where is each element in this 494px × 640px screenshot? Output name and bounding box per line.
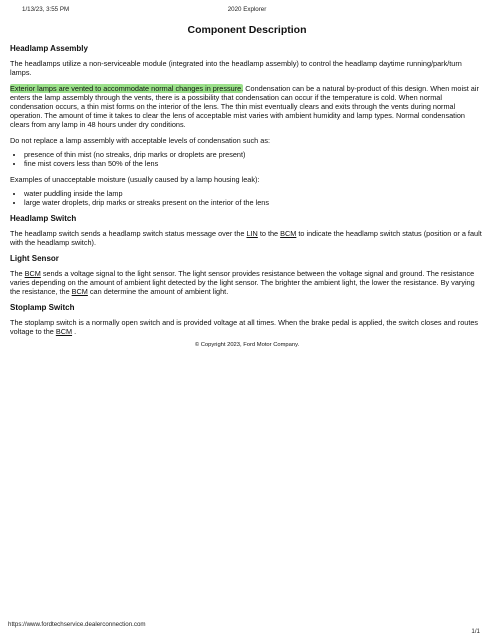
headlamp-assembly-heading: Headlamp Assembly <box>10 44 88 53</box>
paragraph-text: sends a voltage signal to the light sensor. The light sensor provides resistance between the voltage signal and ground. The resistance varies depending on the amount of ambient light detected by the light sensor. The brighter the ambient light, the lower the resistance. By varying the resistance, the <box>10 269 475 296</box>
stoplamp-switch-paragraph <box>10 318 484 336</box>
unacceptable-moisture-list <box>10 189 484 207</box>
paragraph-text: to the <box>257 229 281 238</box>
bcm-link[interactable]: BCM <box>71 287 88 296</box>
print-date: 1/13/23, 3:55 PM <box>22 6 70 13</box>
stoplamp-switch-heading: Stoplamp Switch <box>10 303 75 312</box>
list-item: • water puddling inside the lamp <box>24 189 484 198</box>
document-body <box>10 44 484 350</box>
lin-link[interactable]: LIN <box>246 229 258 238</box>
headlamp-assembly-paragraph-2 <box>10 84 484 129</box>
page-title: Component Description <box>187 24 307 36</box>
page-number: 1/1 <box>471 628 480 635</box>
paragraph-text: to indicate the headlamp switch status (position or a fault with the headlamp switch). <box>10 229 482 247</box>
light-sensor-heading: Light Sensor <box>10 254 59 263</box>
headlamp-assembly-paragraph-4: Examples of unacceptable moisture (usually caused by a lamp housing leak): <box>10 175 260 184</box>
headlamp-assembly-paragraph-3: Do not replace a lamp assembly with acceptable levels of condensation such as: <box>10 136 270 145</box>
headlamp-switch-paragraph <box>10 229 484 247</box>
copyright-notice: © Copyright 2023, Ford Motor Company. <box>194 342 300 348</box>
list-item: • fine mist covers less than 50% of the lens <box>24 159 484 168</box>
light-sensor-paragraph <box>10 269 484 296</box>
source-url[interactable]: https://www.fordtechservice.dealerconnection.com <box>8 621 146 628</box>
acceptable-condensation-list <box>10 150 484 168</box>
paragraph-text: Condensation can be a natural by-product of this design. When moist air enters the lamp assembly through the vents, there is a possibility that condensation can occur if the temperature is cold. When normal condensation occurs, a thin mist forms on the interior of the lens. The thin mist eventually clears and exits through the vents during normal operation. The amount of time it takes to clear the lens of acceptable mist varies with ambient humidity and lamp types. Normal condensation clears from any lamp in 48 hours under dry conditions. <box>10 84 479 129</box>
vehicle-title: 2020 Explorer <box>227 6 267 13</box>
bcm-link[interactable]: BCM <box>24 269 41 278</box>
paragraph-text: . <box>72 327 77 336</box>
paragraph-text: The headlamp switch sends a headlamp switch status message over the <box>10 229 247 238</box>
bcm-link[interactable]: BCM <box>55 327 73 336</box>
paragraph-text: The <box>10 269 25 278</box>
list-item: • presence of thin mist (no streaks, drip marks or droplets are present) <box>24 150 484 159</box>
highlighted-text: Exterior lamps are vented to accommodate normal changes in pressure. <box>10 84 244 93</box>
paragraph-text: The stoplamp switch is a normally open switch and is provided voltage at all times. When the brake pedal is applied, the switch closes and routes voltage to the <box>10 318 479 336</box>
list-item: • large water droplets, drip marks or streaks present on the interior of the lens <box>24 198 484 207</box>
bcm-link[interactable]: BCM <box>280 229 297 238</box>
headlamp-assembly-paragraph-1: The headlamps utilize a non-serviceable module (integrated into the headlamp assembly) to control the headlamp daytime running/park/turn lamps. <box>10 59 462 77</box>
paragraph-text: can determine the amount of ambient light. <box>87 287 229 296</box>
headlamp-switch-heading: Headlamp Switch <box>10 214 77 223</box>
